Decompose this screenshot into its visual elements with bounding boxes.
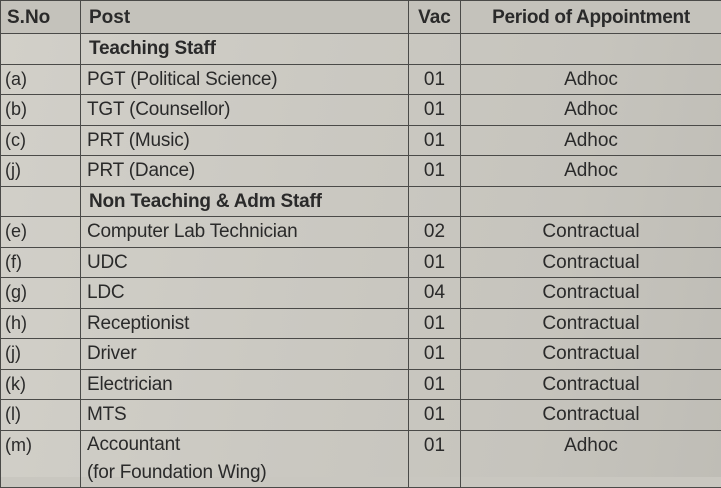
cell-vac: 01 <box>409 95 461 126</box>
cell-period: Adhoc <box>461 95 721 126</box>
cell-post: Driver <box>81 339 409 370</box>
cell-sno: (b) <box>1 95 81 126</box>
cell-post: Computer Lab Technician <box>81 217 409 248</box>
cell-sno: (f) <box>1 247 81 278</box>
header-vac: Vac <box>409 1 461 34</box>
cell-sno: (l) <box>1 400 81 431</box>
cell-sno: (a) <box>1 64 81 95</box>
cell-sno: (c) <box>1 125 81 156</box>
section-row-teaching <box>1 34 721 65</box>
cell-post: MTS <box>81 400 409 431</box>
cell-period: Adhoc <box>461 156 721 187</box>
cell-vac: 01 <box>409 339 461 370</box>
table-row <box>1 64 721 95</box>
cell-sno: (h) <box>1 308 81 339</box>
section-title: Non Teaching & Adm Staff <box>81 186 409 217</box>
cell-period: Contractual <box>461 217 721 248</box>
cell-sno: (m) <box>1 430 81 487</box>
cell-vac: 01 <box>409 400 461 431</box>
table-row <box>1 339 721 370</box>
table-row <box>1 95 721 126</box>
table-row <box>1 247 721 278</box>
cell-period: Contractual <box>461 339 721 370</box>
cell-post: Electrician <box>81 369 409 400</box>
cell-period: Contractual <box>461 369 721 400</box>
table-row <box>1 156 721 187</box>
cell-period: Adhoc <box>461 430 721 487</box>
cell-vac: 01 <box>409 125 461 156</box>
cell-sno: (g) <box>1 278 81 309</box>
section-row-non-teaching <box>1 186 721 217</box>
table-row <box>1 125 721 156</box>
cell-post: Receptionist <box>81 308 409 339</box>
cell-period: Contractual <box>461 247 721 278</box>
cell-sno: (e) <box>1 217 81 248</box>
cell-vac: 01 <box>409 430 461 487</box>
cell-period: Contractual <box>461 308 721 339</box>
cell-period: Contractual <box>461 400 721 431</box>
table-row <box>1 278 721 309</box>
cell-vac: 02 <box>409 217 461 248</box>
header-post: Post <box>81 1 409 34</box>
post-line-1: Accountant <box>87 434 180 455</box>
section-title: Teaching Staff <box>81 34 409 65</box>
cell-post: TGT (Counsellor) <box>81 95 409 126</box>
cell-sno: (k) <box>1 369 81 400</box>
cell-period: Contractual <box>461 278 721 309</box>
table-row <box>1 217 721 248</box>
cell-sno: (j) <box>1 339 81 370</box>
cell-post: PGT (Political Science) <box>81 64 409 95</box>
cell-vac: 01 <box>409 308 461 339</box>
cell-post: PRT (Music) <box>81 125 409 156</box>
cell-post: UDC <box>81 247 409 278</box>
cell-post: PRT (Dance) <box>81 156 409 187</box>
cell-vac: 01 <box>409 369 461 400</box>
table-row <box>1 369 721 400</box>
cell-vac: 01 <box>409 64 461 95</box>
cell-sno: (j) <box>1 156 81 187</box>
cell-period: Adhoc <box>461 64 721 95</box>
cell-post <box>81 430 409 487</box>
header-period: Period of Appointment <box>461 1 721 34</box>
table-row <box>1 400 721 431</box>
cell-vac: 01 <box>409 247 461 278</box>
header-row <box>1 1 721 34</box>
cell-period: Adhoc <box>461 125 721 156</box>
cell-vac: 04 <box>409 278 461 309</box>
table-row <box>1 308 721 339</box>
post-line-2: (for Foundation Wing) <box>87 459 408 487</box>
table-row <box>1 430 721 487</box>
cell-vac: 01 <box>409 156 461 187</box>
cell-post: LDC <box>81 278 409 309</box>
header-sno: S.No <box>1 1 81 34</box>
